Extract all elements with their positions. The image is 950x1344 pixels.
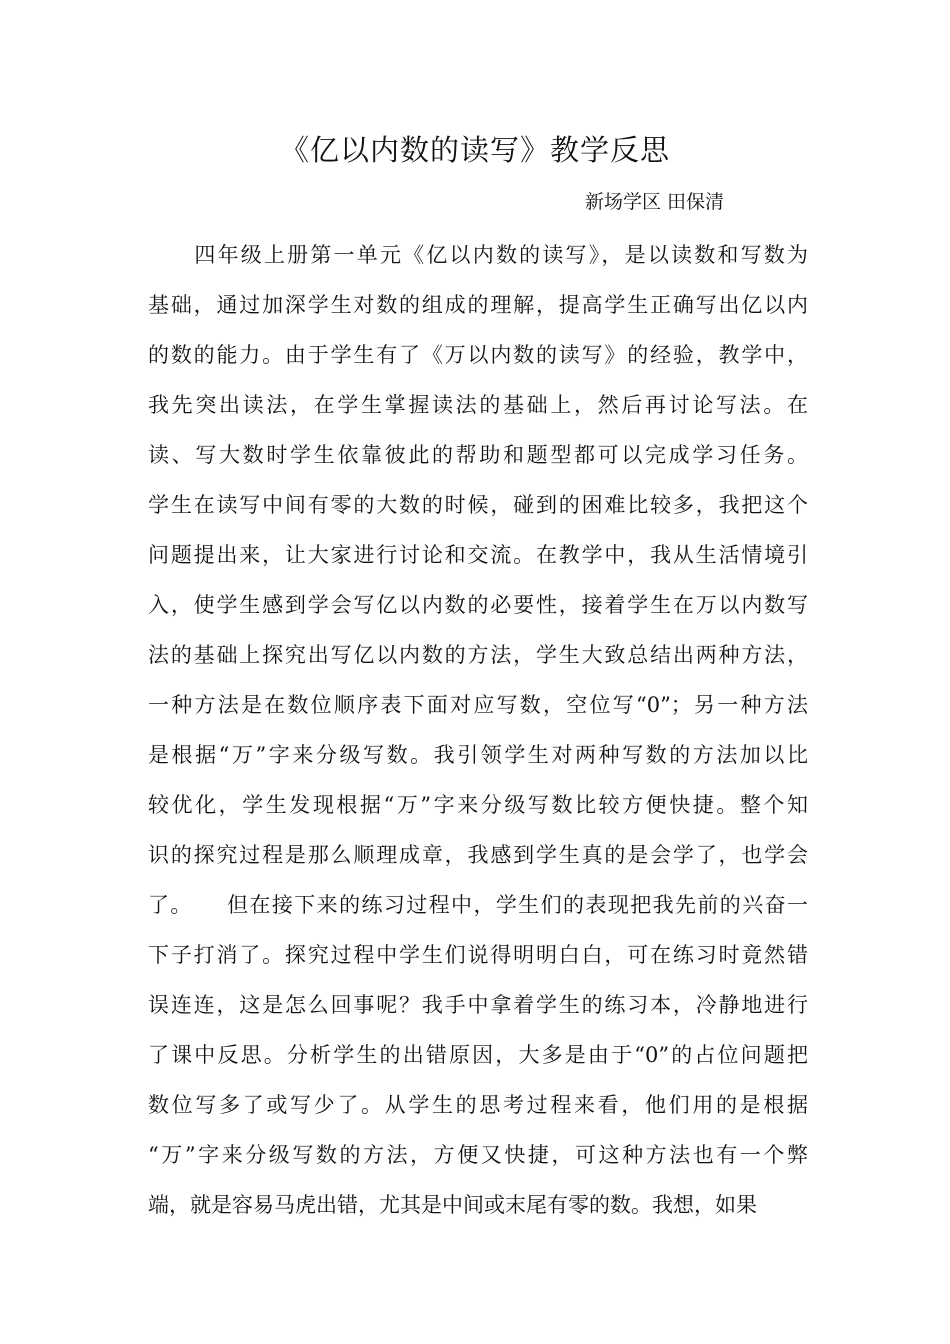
text-line: 四年级上册第一单元《亿以内数的读写》，是以读数和写数为: [148, 243, 808, 267]
text-line: 误连连，这是怎么回事呢？我手中拿着学生的练习本，冷静地进行: [148, 993, 808, 1017]
text-line: 一种方法是在数位顺序表下面对应写数，空位写“0”；另一种方法: [148, 693, 808, 717]
text-line: 的数的能力。由于学生有了《万以内数的读写》的经验，教学中，: [148, 343, 808, 367]
text-line: 较优化，学生发现根据“万”字来分级写数比较方便快捷。整个知: [148, 793, 808, 817]
text-line: “万”字来分级写数的方法，方便又快捷，可这种方法也有一个弊: [148, 1143, 808, 1167]
text-line: 入，使学生感到学会写亿以内数的必要性，接着学生在万以内数写: [148, 593, 808, 617]
text-line: 读、写大数时学生依靠彼此的帮助和题型都可以完成学习任务。: [148, 443, 808, 467]
text-line: 学生在读写中间有零的大数的时候，碰到的困难比较多，我把这个: [148, 493, 808, 517]
document-title: 《亿以内数的读写》教学反思: [279, 133, 670, 167]
text-line: 端，就是容易马虎出错，尤其是中间或末尾有零的数。我想，如果: [148, 1193, 757, 1217]
text-line: 了。 但在接下来的练习过程中，学生们的表现把我先前的兴奋一: [148, 893, 808, 917]
text-line: 是根据“万”字来分级写数。我引领学生对两种写数的方法加以比: [148, 743, 808, 767]
text-line: 我先突出读法，在学生掌握读法的基础上，然后再讨论写法。在: [148, 393, 808, 417]
text-line: 数位写多了或写少了。从学生的思考过程来看，他们用的是根据: [148, 1093, 808, 1117]
body-paragraph: [148, 230, 808, 1230]
text-line: 法的基础上探究出写亿以内数的方法，学生大致总结出两种方法，: [148, 643, 808, 667]
text-line: 下子打消了。探究过程中学生们说得明明白白，可在练习时竟然错: [148, 943, 808, 967]
author-line: 新场学区 田保清: [585, 191, 725, 213]
text-line: 问题提出来，让大家进行讨论和交流。在教学中，我从生活情境引: [148, 543, 808, 567]
text-line: 识的探究过程是那么顺理成章，我感到学生真的是会学了，也学会: [148, 843, 808, 867]
text-line: 基础，通过加深学生对数的组成的理解，提高学生正确写出亿以内: [148, 293, 808, 317]
text-line: 了课中反思。分析学生的出错原因，大多是由于“0”的占位问题把: [148, 1043, 808, 1067]
